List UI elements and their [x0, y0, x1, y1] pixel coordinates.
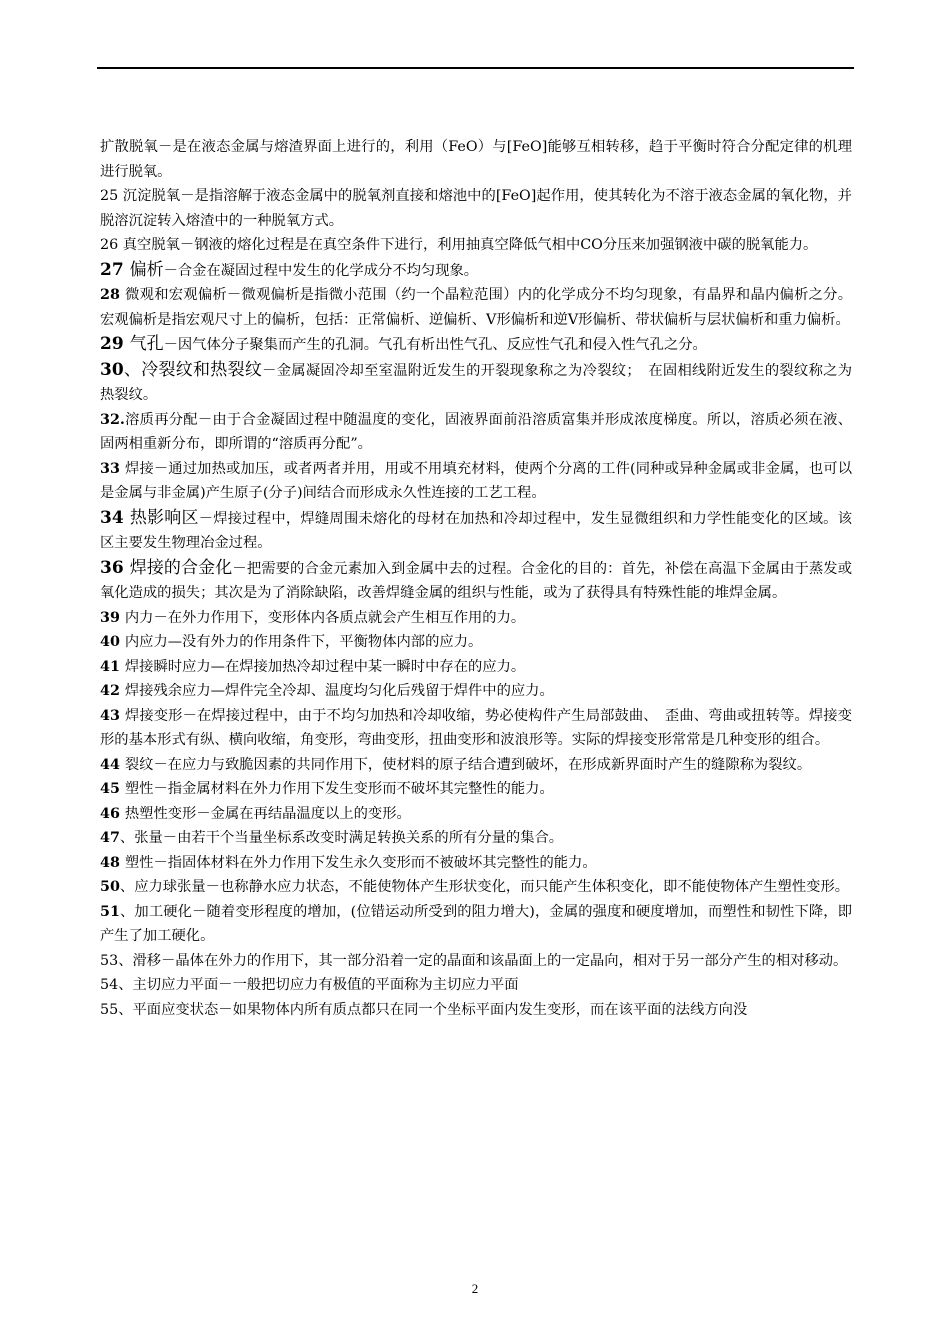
para-text: 溶质再分配－由于合金凝固过程中随温度的变化，固液界面前沿溶质富集并形成浓度梯度。所以，溶质必须在液、固两相重新分布，即所谓的“溶质再分配”。: [100, 411, 852, 452]
para-text: 塑性－指固体材料在外力作用下发生永久变形而不被破坏其完整性的能力。: [124, 854, 597, 871]
para-text: 沉淀脱氧－是指溶解于液态金属中的脱氧剂直接和熔池中的[FeO]起作用，使其转化为不溶于液态金属的氧化物，并脱溶沉淀转入熔渣中的一种脱氧方式。: [100, 188, 852, 229]
para-text: 扩散脱氧－是在液态金属与熔渣界面上进行的，利用（FeO）与[FeO]能够互相转移，趋于平衡时符合分配定律的机理进行脱氧。: [100, 139, 852, 180]
para-num: 30: [100, 359, 124, 380]
para-text: －把需要的合金元素加入到金属中去的过程。合金化的目的：首先，补偿在高温下金属由于蒸发或氧化造成的损失；其次是为了消除缺陷，改善焊缝金属的组织与性能，或为了获得具有特殊性能的堆焊金属。: [100, 560, 853, 601]
para-num: 42: [100, 683, 125, 699]
para-num: 40: [100, 634, 125, 650]
para-kuosan: [100, 135, 852, 184]
header-rule: [97, 67, 854, 69]
para-36: [100, 556, 852, 606]
para-text: 、应力球张量－也称静水应力状态，不能使物体产生形状变化，而只能产生体积变化，即不能使物体产生塑性变形。: [119, 879, 850, 895]
para-50: [100, 875, 852, 900]
para-num: 33: [100, 460, 126, 477]
para-num: 28: [100, 287, 126, 303]
para-text: 55、平面应变状态－如果物体内所有质点都只在同一个坐标平面内发生变形，而在该平面的法线方向没: [100, 1001, 748, 1018]
para-num: 25: [100, 188, 123, 204]
para-41: [100, 655, 852, 680]
para-text: －因气体分子聚集而产生的孔洞。气孔有析出性气孔、反应性气孔和侵入性气孔之分。: [163, 337, 707, 353]
para-term: 焊接的合金化: [129, 557, 233, 578]
para-num: 46: [100, 805, 125, 822]
para-num: 36: [100, 557, 130, 578]
para-num: 27: [100, 259, 130, 280]
para-45: [100, 777, 852, 802]
para-text: 53、滑移－晶体在外力的作用下，其一部分沿着一定的晶面和该晶面上的一定晶向，相对于另一部分产生的相对移动。: [100, 952, 848, 969]
para-num: 47: [100, 830, 120, 846]
para-num: 43: [100, 707, 125, 724]
para-num: 51: [100, 903, 120, 920]
para-27: [100, 258, 852, 284]
para-num: 50: [100, 879, 120, 895]
para-text: 54、主切应力平面－一般把切应力有极值的平面称为主切应力平面: [100, 977, 519, 993]
para-30: [100, 358, 852, 408]
para-num: 48: [100, 854, 125, 871]
para-32: [100, 408, 852, 457]
para-num: 26: [100, 237, 123, 253]
para-28: [100, 283, 852, 332]
para-text: －焊接过程中，焊缝周围未熔化的母材在加热和冷却过程中，发生显微组织和力学性能变化的区域。该区主要发生物理冶金过程。: [100, 510, 853, 551]
para-term: 气孔: [129, 334, 164, 354]
para-39: [100, 606, 852, 631]
para-num: 29: [100, 334, 130, 354]
para-43: [100, 704, 852, 753]
para-42: [100, 679, 852, 704]
para-text: 焊接变形－在焊接过程中，由于不均匀加热和冷却收缩，势必使构件产生局部鼓曲、 歪曲、弯曲或扭转等。焊接变形的基本形式有纵、横向收缩，角变形，弯曲变形，扭曲变形和波浪形等。实际的焊接变形常常是几种变形的组合。: [100, 707, 852, 748]
para-num: 34: [100, 507, 130, 528]
para-text: 真空脱氧－钢液的熔化过程是在真空条件下进行，利用抽真空降低气相中CO分压来加强钢液中碳的脱氧能力。: [122, 237, 818, 253]
page-number: 2: [471, 1281, 479, 1296]
para-num: 45: [100, 781, 125, 797]
para-33: [100, 457, 852, 506]
para-text: 焊接－通过加热或加压，或者两者并用，用或不用填充材料，使两个分离的工件(同种或异种金属或非金属，也可以是金属与非金属)产生原子(分子)间结合而形成永久性连接的工艺工程。: [100, 460, 853, 501]
para-25: [100, 184, 852, 233]
document-body: [100, 135, 852, 1022]
para-text: －金属凝固冷却至室温附近发生的开裂现象称之为冷裂纹； 在固相线附近发生的裂纹称之为热裂纹。: [100, 362, 852, 403]
para-44: [100, 753, 852, 778]
para-text: 塑性－指金属材料在外力作用下发生变形而不破坏其完整性的能力。: [124, 781, 554, 797]
para-num: 39: [100, 609, 125, 626]
para-text: 微观和宏观偏析－微观偏析是指微小范围（约一个晶粒范围）内的化学成分不均匀现象，有晶界和晶内偏析之分。宏观偏析是指宏观尺寸上的偏析，包括：正常偏析、逆偏析、V形偏析和逆V形偏析、带状偏析与层状偏析和重力偏析。: [100, 287, 852, 328]
para-text: 裂纹－在应力与致脆因素的共同作用下，使材料的原子结合遭到破坏，在形成新界面时产生的缝隙称为裂纹。: [124, 756, 812, 773]
para-term: 热影响区: [129, 507, 199, 528]
para-text: 、张量－由若干个当量坐标系改变时满足转换关系的所有分量的集合。: [119, 830, 564, 846]
para-term: 偏析: [129, 259, 164, 280]
para-text: 内应力—没有外力的作用条件下，平衡物体内部的应力。: [124, 634, 483, 650]
para-51: [100, 900, 852, 949]
para-55: [100, 998, 852, 1023]
para-34: [100, 506, 852, 556]
para-term: 、冷裂纹和热裂纹: [123, 359, 263, 380]
para-text: －合金在凝固过程中发生的化学成分不均匀现象。: [163, 262, 479, 279]
para-54: [100, 973, 852, 998]
para-26: [100, 233, 852, 258]
para-46: [100, 802, 852, 827]
para-num: 32.: [100, 411, 125, 428]
para-text: 热塑性变形－金属在再结晶温度以上的变形。: [124, 805, 411, 822]
para-num: 41: [100, 658, 125, 675]
para-40: [100, 630, 852, 655]
para-num: 44: [100, 756, 125, 773]
para-47: [100, 826, 852, 851]
para-text: 焊接残余应力—焊件完全冷却、温度均匀化后残留于焊件中的应力。: [124, 683, 554, 699]
para-text: 内力－在外力作用下，变形体内各质点就会产生相互作用的力。: [124, 609, 526, 626]
para-53: [100, 949, 852, 974]
para-text: 焊接瞬时应力—在焊接加热冷却过程中某一瞬时中存在的应力。: [124, 658, 526, 675]
para-29: [100, 332, 852, 358]
para-48: [100, 851, 852, 876]
para-text: 、加工硬化－随着变形程度的增加，(位错运动所受到的阻力增大)，金属的强度和硬度增加，而塑性和韧性下降，即产生了加工硬化。: [100, 903, 852, 944]
